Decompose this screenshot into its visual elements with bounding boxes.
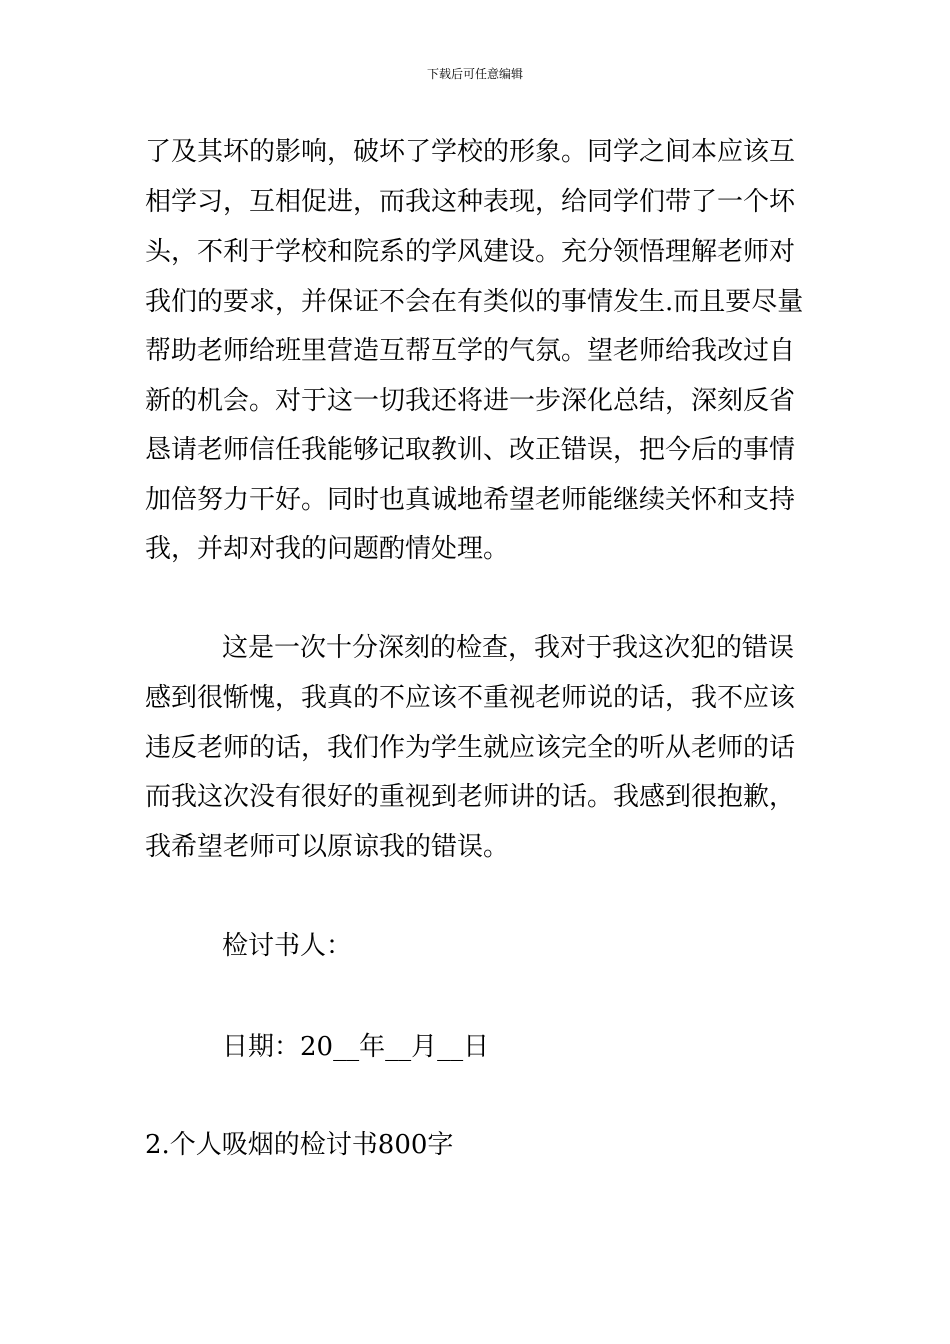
paragraph1-line-3: 头，不利于学校和院系的学风建设。充分领悟理解老师对 (145, 237, 796, 267)
paragraph2-line-5: 我希望老师可以原谅我的错误。 (145, 832, 510, 862)
paragraph2-line-3: 违反老师的话，我们作为学生就应该完全的听从老师的话 (145, 733, 796, 763)
paragraph1-line-6: 新的机会。对于这一切我还将进一步深化总结，深刻反省 (145, 386, 796, 416)
paragraph1-line-2: 相学习，互相促进，而我这种表现，给同学们带了一个坏 (145, 187, 796, 217)
signature-author: 检讨书人： (222, 931, 353, 961)
paragraph2-line-1: 这是一次十分深刻的检查，我对于我这次犯的错误 (222, 633, 795, 663)
paragraph1-line-1: 了及其坏的影响，破坏了学校的形象。同学之间本应该互 (145, 137, 796, 167)
paragraph1-line-8: 加倍努力干好。同时也真诚地希望老师能继续关怀和支持 (145, 485, 796, 515)
paragraph2-line-2: 感到很惭愧，我真的不应该不重视老师说的话，我不应该 (145, 683, 796, 713)
paragraph1-line-5: 帮助老师给班里营造互帮互学的气氛。望老师给我改过自 (145, 336, 796, 366)
paragraph1-line-9: 我，并却对我的问题酌情处理。 (145, 534, 510, 564)
signature-date: 日期：20__年__月__日 (222, 1032, 490, 1062)
paragraph2-line-4: 而我这次没有很好的重视到老师讲的话。我感到很抱歉， (145, 782, 796, 812)
paragraph1-line-4: 我们的要求，并保证不会在有类似的事情发生.而且要尽量 (145, 287, 804, 317)
next-section-heading: 2.个人吸烟的检讨书800字 (145, 1130, 454, 1160)
header-note: 下载后可任意编辑 (426, 67, 523, 81)
paragraph1-line-7: 恳请老师信任我能够记取教训、改正错误，把今后的事情 (145, 435, 796, 465)
